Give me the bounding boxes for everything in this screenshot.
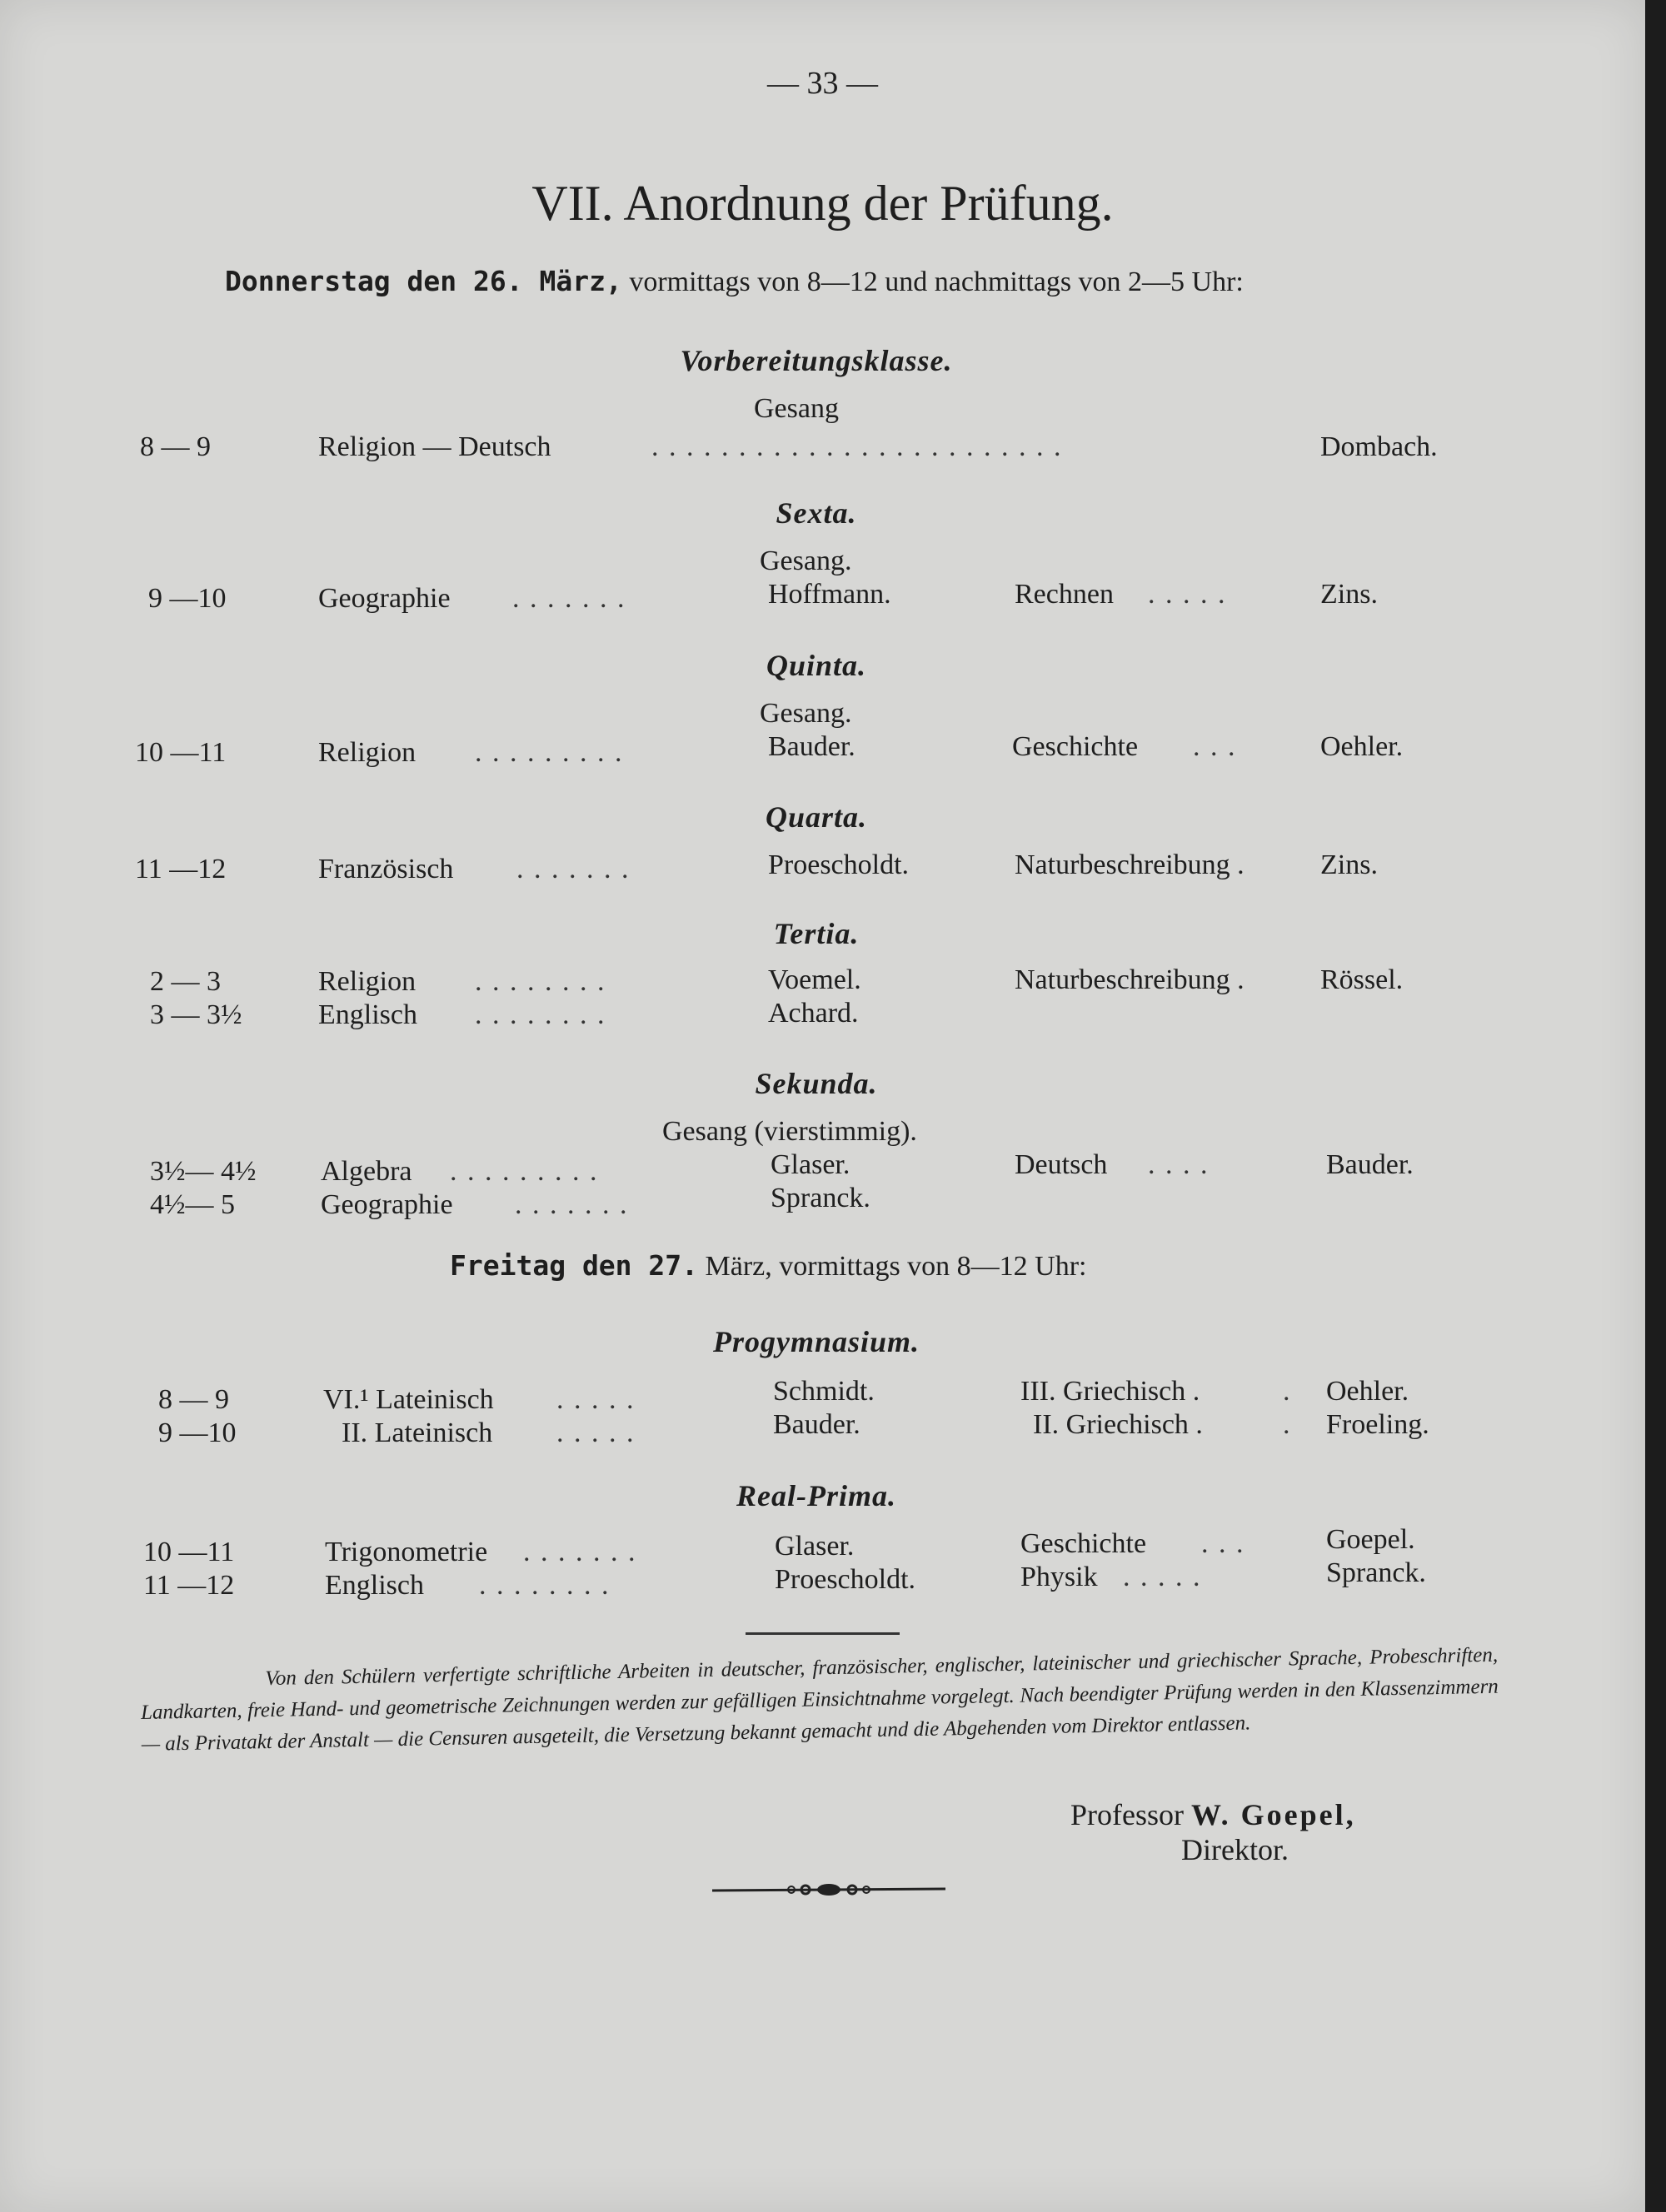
dot-leader: .	[1283, 1409, 1292, 1440]
row-teacher-2: Spranck.	[1326, 1557, 1426, 1588]
dot-leader: . . . . . . .	[512, 583, 626, 614]
row-time: 11 —12	[143, 1570, 235, 1601]
row-teacher-1: Hoffmann.	[768, 579, 891, 610]
dot-leader: . . . .	[1148, 1149, 1210, 1180]
row-teacher-1: Voemel.	[768, 964, 861, 995]
row-subject: Englisch	[325, 1570, 424, 1601]
class-heading-sexta: Sexta.	[776, 496, 857, 530]
signature-name: W. Goepel,	[1190, 1798, 1356, 1831]
day-heading-friday	[450, 1249, 1087, 1283]
row-teacher-2: Oehler.	[1326, 1376, 1409, 1407]
day-heading-date: Donnerstag den 26. März,	[225, 265, 622, 297]
class-heading-vorbereitung: Vorbereitungsklasse.	[680, 344, 953, 377]
day-heading-times: März, vormittags von 8—12 Uhr:	[705, 1251, 1087, 1282]
row-subject: Geographie	[318, 583, 451, 614]
class-heading-sekunda: Sekunda.	[755, 1067, 878, 1100]
row-teacher-1: Glaser.	[775, 1531, 855, 1562]
page-number: — 33 —	[767, 66, 878, 101]
day-heading-times: vormittags von 8—12 und nachmittags von 2—5 Uhr:	[629, 267, 1244, 297]
separator-rule	[746, 1632, 900, 1635]
row-time: 3½— 4½	[150, 1156, 257, 1187]
row-subject: Religion	[318, 737, 416, 768]
row-teacher-2: Goepel.	[1326, 1524, 1415, 1555]
row-subject: Religion	[318, 966, 416, 997]
row-teacher-2: Froeling.	[1326, 1409, 1429, 1440]
row-teacher: Dombach.	[1320, 431, 1438, 462]
row-subject-2: Naturbeschreibung .	[1015, 849, 1245, 880]
scan-edge	[1645, 0, 1666, 2212]
row-teacher-1: Proescholdt.	[775, 1564, 916, 1595]
row-time: 9 —10	[148, 583, 227, 614]
row-subject-2: II. Griechisch .	[1033, 1409, 1203, 1440]
row-subject: VI.¹ Lateinisch	[323, 1384, 494, 1415]
class-subnote: Gesang.	[760, 546, 852, 576]
row-teacher-2: Rössel.	[1320, 964, 1404, 995]
class-subnote: Gesang	[754, 393, 839, 424]
class-heading-progymnasium: Progymnasium.	[712, 1325, 920, 1358]
dot-leader: . . . . . . .	[523, 1537, 637, 1567]
dot-leader: . . . . .	[1123, 1562, 1202, 1592]
row-time: 11 —12	[135, 854, 227, 884]
row-time: 10 —11	[143, 1537, 235, 1567]
signature-role: Direktor.	[1181, 1833, 1289, 1866]
class-heading-realprima: Real-Prima.	[736, 1479, 896, 1512]
row-subject-2: Rechnen	[1015, 579, 1114, 610]
closing-note: Von den Schülern verfertigte schriftliche Arbeiten in deutscher, französischer, englischer, lateinischer und griechischer Sprache, Probeschriften, Landkarten, freie Hand- und geometrische Zeichnungen werden zur gefälligen Einsichtnahme vorgelegt. Nach beendigter Prüfung werden in den Klassenzimmern — als Privatakt der Anstalt — die Censuren ausgeteilt, die Versetzung bekannt gemacht und die Abgehenden vom Direktor entlassen.	[140, 1643, 1499, 1756]
row-subject-2: III. Griechisch .	[1020, 1376, 1200, 1407]
class-subnote: Gesang (vierstimmig).	[662, 1116, 917, 1147]
class-subnote: Gesang.	[760, 698, 852, 729]
row-teacher-1: Bauder.	[768, 731, 855, 762]
row-subject: II. Lateinisch	[342, 1417, 493, 1448]
class-heading-quinta: Quinta.	[766, 649, 867, 682]
dot-leader: . . . . . . . .	[479, 1570, 611, 1601]
row-subject: Englisch	[318, 999, 417, 1030]
dot-leader: . . . . .	[556, 1384, 636, 1415]
row-subject: Trigonometrie	[325, 1537, 488, 1567]
dot-leader: . . . . . . . . .	[475, 737, 624, 768]
row-time: 3 — 3½	[150, 999, 242, 1030]
dot-leader: . . . . . . . .	[475, 999, 606, 1030]
row-teacher-1: Schmidt.	[773, 1376, 875, 1407]
dot-leader: . . . . . . .	[515, 1189, 629, 1220]
row-teacher-1: Achard.	[768, 998, 859, 1029]
row-teacher-1: Proescholdt.	[768, 849, 910, 880]
dot-leader: . . . . .	[556, 1417, 636, 1448]
dot-leader: . . . . . . . . . . . . . . . . . . . . . . . .	[651, 431, 1063, 462]
dot-leader: .	[1283, 1376, 1292, 1407]
class-heading-quarta: Quarta.	[765, 800, 868, 834]
page-title: VII. Anordnung der Prüfung.	[531, 176, 1114, 231]
row-teacher-2: Oehler.	[1320, 731, 1404, 762]
dot-leader: . . . . . . . .	[475, 966, 606, 997]
row-subject-2: Physik	[1020, 1562, 1098, 1592]
dot-leader: . . .	[1193, 731, 1237, 762]
row-teacher-1: Bauder.	[773, 1409, 860, 1440]
dot-leader: . . .	[1201, 1528, 1245, 1559]
ornament-divider	[712, 1874, 945, 1907]
row-time: 2 — 3	[150, 966, 221, 997]
signature-line	[1070, 1797, 1356, 1832]
row-time: 4½— 5	[150, 1189, 235, 1220]
row-subject-2: Naturbeschreibung .	[1015, 964, 1245, 995]
class-heading-tertia: Tertia.	[773, 917, 860, 950]
row-teacher-2: Zins.	[1320, 849, 1378, 880]
dot-leader: . . . . . . . . .	[450, 1156, 599, 1187]
row-time: 9 —10	[158, 1417, 237, 1448]
day-heading-thursday	[225, 265, 1244, 298]
row-subject: Französisch	[318, 854, 454, 884]
row-subject: Religion — Deutsch	[318, 431, 551, 462]
day-heading-date: Freitag den 27.	[450, 1249, 699, 1282]
row-teacher-1: Glaser.	[771, 1149, 850, 1180]
row-teacher-1: Spranck.	[771, 1183, 870, 1213]
signature-prefix: Professor	[1070, 1798, 1184, 1831]
row-time: 10 —11	[135, 737, 227, 768]
row-subject-2: Geschichte	[1012, 731, 1139, 762]
row-time: 8 — 9	[158, 1384, 229, 1415]
dot-leader: . . . . . . .	[516, 854, 631, 884]
row-subject: Geographie	[321, 1189, 453, 1220]
row-subject-2: Deutsch	[1015, 1149, 1108, 1180]
row-subject: Algebra	[321, 1156, 412, 1187]
row-time: 8 — 9	[140, 431, 211, 462]
dot-leader: . . . . .	[1148, 579, 1227, 610]
row-teacher-2: Bauder.	[1326, 1149, 1414, 1180]
row-teacher-2: Zins.	[1320, 579, 1378, 610]
row-subject-2: Geschichte	[1020, 1528, 1147, 1559]
